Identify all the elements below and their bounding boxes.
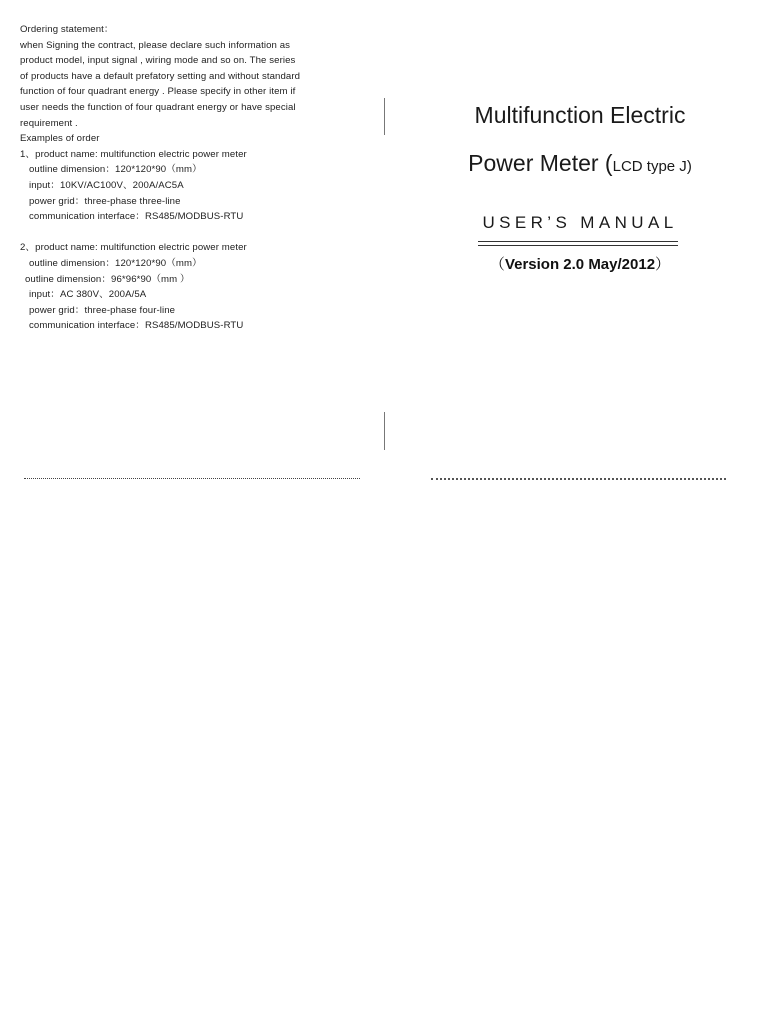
example1-input: input：10KV/AC100V、200A/AC5A [29,179,184,191]
fold-mark-bottom [384,412,385,450]
ordering-paragraph-line: when Signing the contract, please declare such information as [20,39,291,51]
example2-outline-a: outline dimension：120*120*90（mm） [29,257,202,269]
version-text: Version 2.0 May/2012 [504,256,656,273]
example2-input: input：AC 380V、200A/5A [29,289,147,301]
cover-title-model: LCD type J [612,158,687,175]
cover-title-line1: Multifunction Electric [474,102,686,128]
fold-mark-top [384,98,385,135]
example1-power-grid: power grid：three-phase three-line [29,195,181,207]
example2-product-name: 2、product name: multifunction electric power meter [20,242,247,254]
example2-communication: communication interface：RS485/MODBUS-RTU [29,320,244,332]
ordering-paragraph-line: requirement . [20,117,78,129]
version-open-paren: （ [489,256,505,273]
example1-communication: communication interface：RS485/MODBUS-RTU [29,211,244,223]
ordering-paragraph-line: user needs the function of four quadrant energy or have special [20,101,296,113]
version-line [430,254,730,276]
cover-title-close: ) [686,158,692,175]
ordering-paragraph-line: product model, input signal , wiring mode and so on. The series [20,55,296,67]
cut-line-right [431,478,726,480]
ordering-heading: Ordering statement： [20,24,114,35]
ordering-paragraph-line: of products have a default prefatory setting and without standard [20,70,301,82]
examples-heading: Examples of order [20,133,100,145]
cut-line-left [24,478,360,479]
version-close-paren: ） [655,256,671,273]
users-manual-label: USER’S MANUAL [482,213,678,232]
example2-outline-b: outline dimension：96*96*90（mm ） [25,273,190,285]
example2-power-grid: power grid：three-phase four-line [29,304,176,316]
ordering-statement [20,22,360,334]
double-rule-divider [478,241,678,246]
cover-title-main: Power Meter ( [468,150,613,176]
example1-outline: outline dimension：120*120*90（mm） [29,164,202,176]
example1-product-name: 1、product name: multifunction electric power meter [20,148,247,160]
ordering-paragraph-line: function of four quadrant energy . Please specify in other item if [20,86,296,98]
cover-title-line2 [430,146,730,184]
paragraph-spacer [20,225,360,241]
